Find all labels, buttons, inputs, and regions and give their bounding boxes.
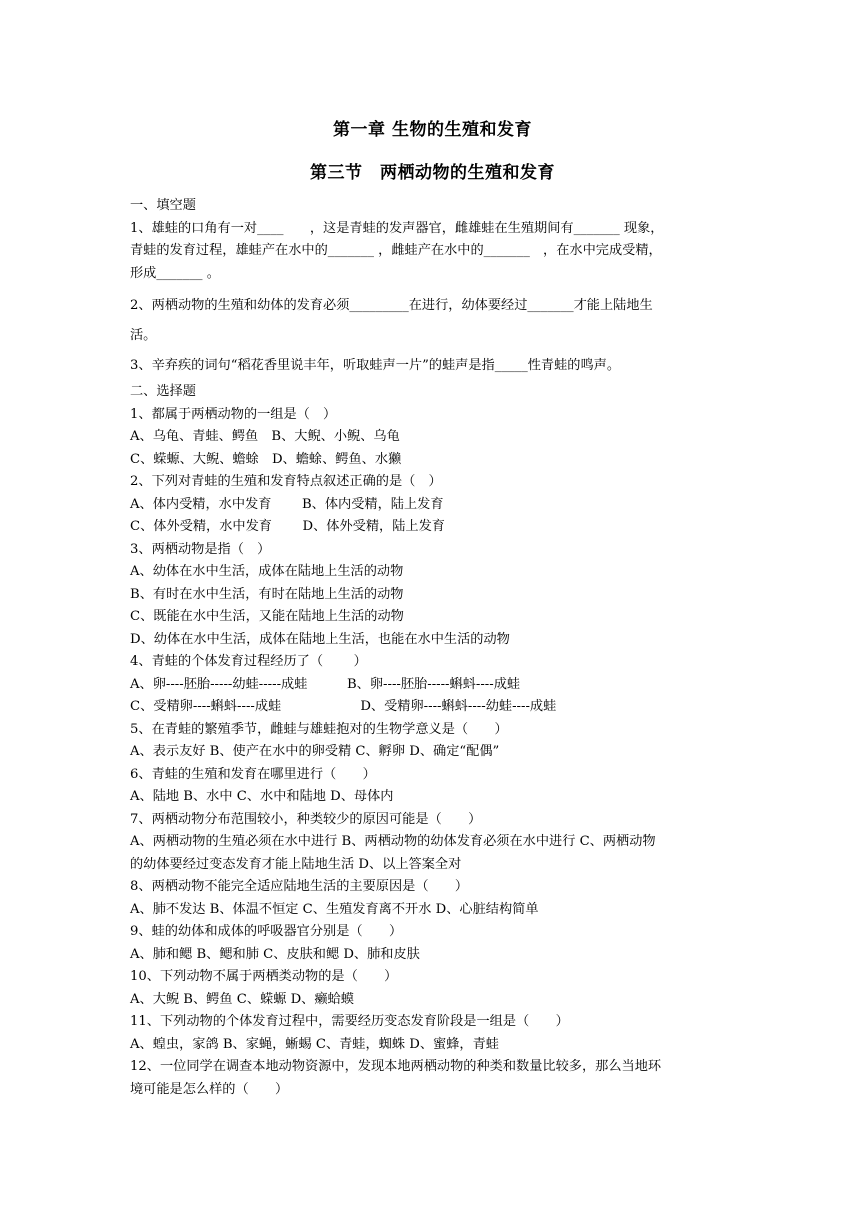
choice-line-10: C、既能在水中生活，又能在陆地上生活的动物: [130, 609, 404, 624]
choice-line-17: 6、青蛙的生殖和发育在哪里进行（ ）: [130, 766, 376, 782]
choice-line-after-3: 9、蛙的幼体和成体的呼吸器官分别是（ ）: [130, 924, 403, 939]
choice-line-9: B、有时在水中生活，有时在陆地上生活的动物: [130, 586, 404, 602]
choice-q7-option-line2: 的幼体要经过变态发育才能上陆地生活 D、以上答案全对: [130, 856, 462, 872]
choice-line-15: 5、在青蛙的繁殖季节，雌蛙与雄蛙抱对的生物学意义是（ ）: [130, 721, 508, 737]
choice-line-5: A、体内受精，水中发育 B、体内受精，陆上发育: [130, 496, 444, 512]
choice-line-11: D、幼体在水中生活，成体在陆地上生活，也能在水中生活的动物: [130, 631, 510, 647]
fill-blank-q1-line3: 形成_______ 。: [130, 265, 220, 281]
choice-line-after-5: 10、下列动物不属于两栖类动物的是（ ）: [130, 969, 398, 984]
choice-line-12: 4、青蛙的个体发育过程经历了（ ）: [130, 654, 367, 669]
choice-q12-line1: 12、一位同学在调查本地动物资源中，发现本地两栖动物的种类和数量比较多，那么当地环: [130, 1059, 662, 1074]
choice-line-after-1: 8、两栖动物不能完全适应陆地生活的主要原因是（ ）: [130, 879, 469, 894]
fill-blank-heading: 一、填空题: [130, 198, 196, 213]
choice-line-19: 7、两栖动物分布范围较小，种类较少的原因可能是（ ）: [130, 811, 482, 827]
fill-blank-q1-line2: 青蛙的发育过程，雄蛙产在水中的_______ ，雌蛙产在水中的_______ ，在水中完成受精，: [130, 243, 662, 258]
chapter-title: 第一章 生物的生殖和发育: [333, 120, 532, 140]
choice-line-1: 1、都属于两栖动物的一组是（ ）: [130, 406, 337, 422]
choice-line-after-8: A、蝗虫，家鸽 B、家蝇，蜥蜴 C、青蛙，蜘蛛 D、蜜蜂，青蛙: [130, 1036, 499, 1052]
choice-line-18: A、陆地 B、水中 C、水中和陆地 D、母体内: [130, 789, 394, 804]
choice-q7-option-line1: A、两栖动物的生殖必须在水中进行 B、两栖动物的幼体发育必须在水中进行 C、两栖动物: [130, 834, 656, 849]
choice-line-16: A、表示友好 B、使产在水中的卵受精 C、孵卵 D、确定“配偶”: [130, 744, 500, 759]
choice-q12-line2: 境可能是怎么样的（ ）: [130, 1081, 289, 1097]
choice-line-8: A、幼体在水中生活，成体在陆地上生活的动物: [130, 564, 404, 579]
choice-line-3: C、蝾螈、大鲵、蟾蜍 D、蟾蜍、鳄鱼、水獭: [130, 451, 402, 467]
document-page: [130, 116, 735, 1101]
fill-blank-q2-line1: 2、两栖动物的生殖和幼体的发育必须_________在进行，幼体要经过_______才能上陆地生: [130, 298, 653, 313]
document-body: [130, 195, 735, 1101]
choice-line-after-4: A、肺和鳃 B、鳃和肺 C、皮肤和鳃 D、肺和皮肤: [130, 946, 420, 962]
choice-line-2: A、乌龟、青蛙、鳄鱼 B、大鲵、小鲵、乌龟: [130, 429, 400, 444]
fill-blank-q3: 3、辛弃疾的词句“稻花香里说丰年，听取蛙声一片”的蛙声是指_____性青蛙的鸣声。: [130, 358, 621, 373]
choice-questions-continued: [130, 876, 735, 1056]
choice-heading: 二、选择题: [130, 384, 196, 399]
choice-questions: [130, 404, 735, 832]
choice-line-after-2: A、肺不发达 B、体温不恒定 C、生殖发育离不开水 D、心脏结构简单: [130, 901, 539, 917]
choice-line-7: 3、两栖动物是指（ ）: [130, 541, 271, 557]
fill-blank-q2-line2: 活。: [130, 328, 157, 343]
choice-line-6: C、体外受精，水中发育 D、体外受精，陆上发育: [130, 519, 445, 534]
section-title: 第三节 两栖动物的生殖和发育: [310, 163, 555, 183]
choice-line-4: 2、下列对青蛙的生殖和发育特点叙述正确的是（ ）: [130, 474, 442, 489]
choice-line-13: A、卵----胚胎-----幼蛙-----成蛙 B、卵----胚胎-----蝌蚪----成蛙: [130, 676, 521, 692]
choice-line-after-6: A、大鲵 B、鳄鱼 C、蝾螈 D、癞蛤蟆: [130, 991, 354, 1007]
fill-blank-q1-line1: 1、雄蛙的口角有一对____ ，这是青蛙的发声器官，雌雄蛙在生殖期间有_______ 现象，: [130, 220, 664, 236]
choice-line-after-7: 11、下列动物的个体发育过程中，需要经历变态发育阶段是一组是（ ）: [130, 1014, 569, 1029]
choice-line-14: C、受精卵----蝌蚪----成蛙 D、受精卵----蝌蚪----幼蛙----成蛙: [130, 699, 557, 714]
